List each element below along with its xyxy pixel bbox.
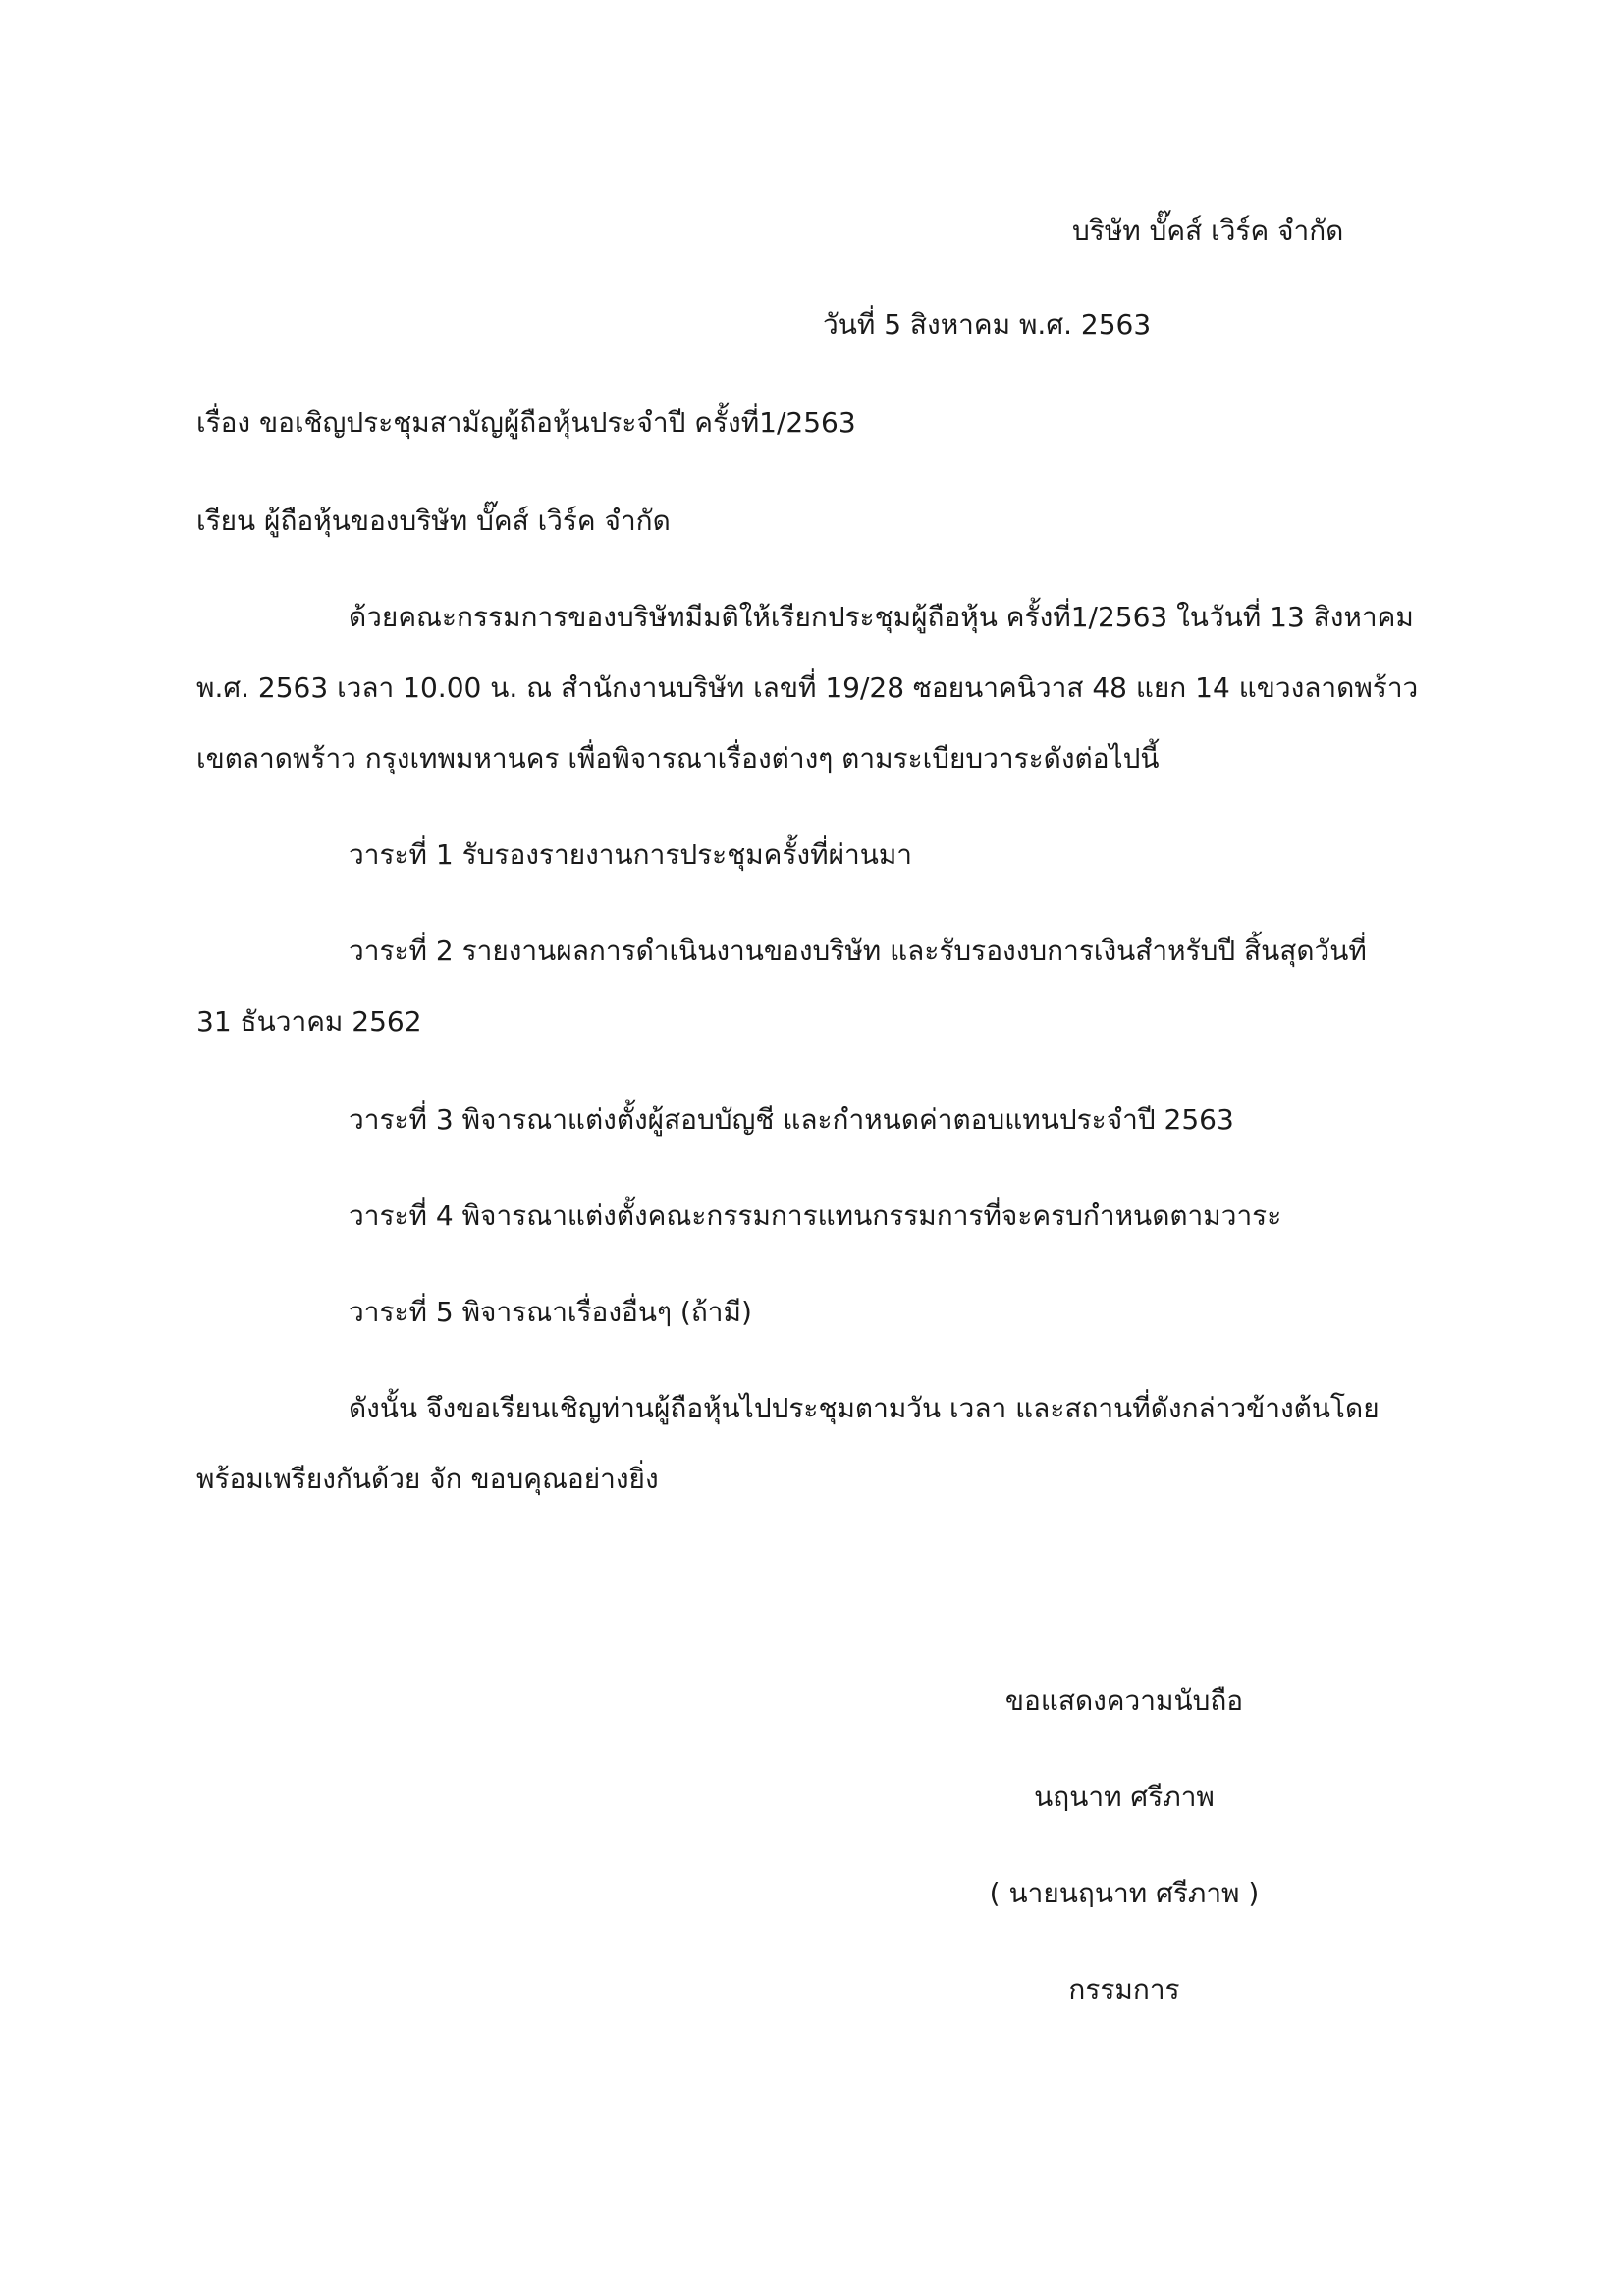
- agenda-item-2-line-1: วาระที่ 2 รายงานผลการดำเนินงานของบริษัท และรับรองงบการเงินสำหรับปี สิ้นสุดวันที่: [349, 934, 1367, 967]
- to-line: เรียน ผู้ถือหุ้นของบริษัท บั๊คส์ เวิร์ค จำกัด: [196, 505, 671, 537]
- intro-line-1: ด้วยคณะกรรมการของบริษัทมีมติให้เรียกประชุมผู้ถือหุ้น ครั้งที่1/2563 ในวันที่ 13 สิงหาคม: [349, 601, 1414, 633]
- agenda-item-3: วาระที่ 3 พิจารณาแต่งตั้งผู้สอบบัญชี และกำหนดค่าตอบแทนประจำปี 2563: [349, 1103, 1234, 1136]
- signature-full-name: ( นายนฤนาท ศรีภาพ ): [989, 1877, 1260, 1909]
- closing-line-2: พร้อมเพรียงกันด้วย จัก ขอบคุณอย่างยิ่ง: [196, 1463, 659, 1495]
- intro-line-2: พ.ศ. 2563 เวลา 10.00 น. ณ สำนักงานบริษัท เลขที่ 19/28 ซอยนาคนิวาส 48 แยก 14 แขวงลาดพร้าว: [196, 671, 1419, 704]
- signature-signer: นฤนาท ศรีภาพ: [1034, 1781, 1215, 1813]
- subject-line: เรื่อง ขอเชิญประชุมสามัญผู้ถือหุ้นประจำปี ครั้งที่1/2563: [196, 406, 856, 439]
- agenda-item-2-line-2: 31 ธันวาคม 2562: [196, 1005, 422, 1038]
- date-line: วันที่ 5 สิงหาคม พ.ศ. 2563: [823, 308, 1152, 341]
- signature-position: กรรมการ: [1068, 1973, 1180, 2005]
- agenda-item-4: วาระที่ 4 พิจารณาแต่งตั้งคณะกรรมการแทนกรรมการที่จะครบกำหนดตามวาระ: [349, 1200, 1282, 1232]
- closing-line-1: ดังนั้น จึงขอเรียนเชิญท่านผู้ถือหุ้นไปประชุมตามวัน เวลา และสถานที่ดังกล่าวข้างต้นโดย: [349, 1392, 1380, 1424]
- agenda-item-1: วาระที่ 1 รับรองรายงานการประชุมครั้งที่ผ่านมา: [349, 838, 913, 871]
- signature-regards: ขอแสดงความนับถือ: [1004, 1684, 1244, 1717]
- agenda-item-5: วาระที่ 5 พิจารณาเรื่องอื่นๆ (ถ้ามี): [349, 1296, 752, 1328]
- company-header: บริษัท บั๊คส์ เวิร์ค จำกัด: [1072, 214, 1344, 246]
- intro-line-3: เขตลาดพร้าว กรุงเทพมหานคร เพื่อพิจารณาเรื่องต่างๆ ตามระเบียบวาระดังต่อไปนี้: [196, 742, 1160, 774]
